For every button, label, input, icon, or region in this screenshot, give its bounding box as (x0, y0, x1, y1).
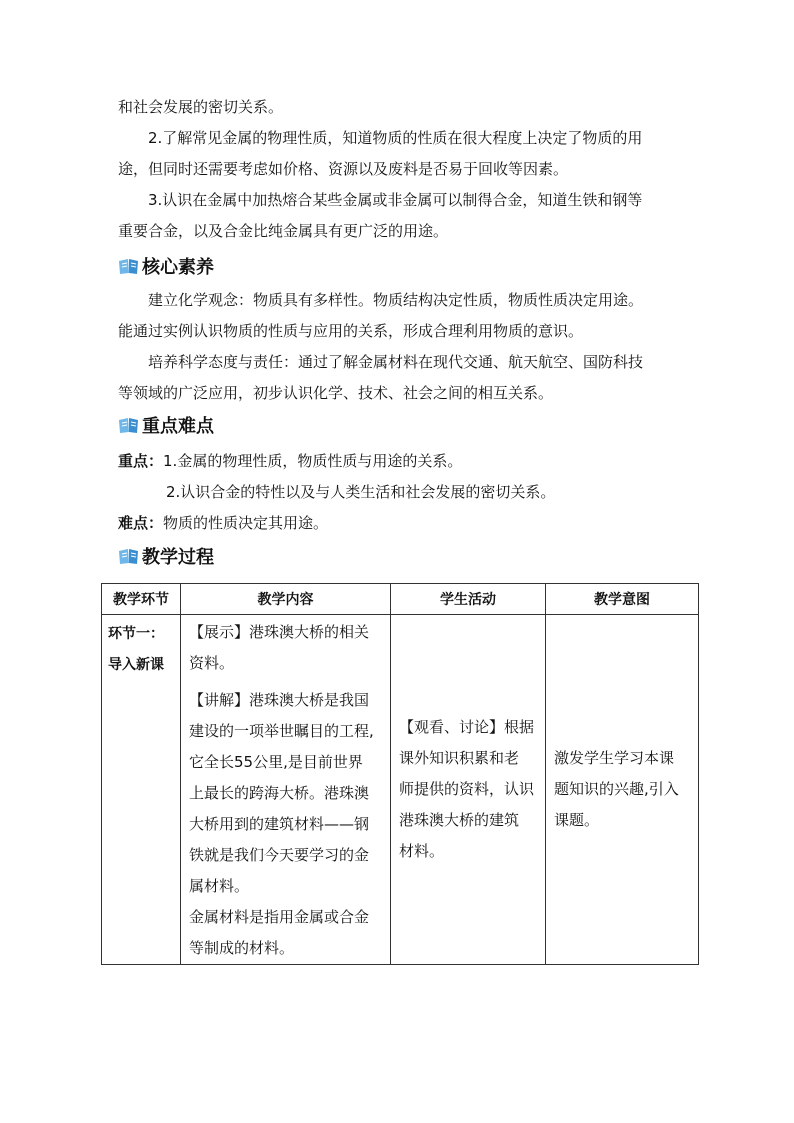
key-point-text: 1.金属的物理性质，物质性质与用途的关系。 (163, 452, 463, 470)
core-line: 建立化学观念：物质具有多样性。物质结构决定性质，物质性质决定用途。 (148, 291, 644, 309)
teaching-process-table (101, 583, 699, 965)
activity-line: 材料。 (399, 842, 445, 860)
content-line: 建设的一项举世瞩目的工程, (189, 722, 374, 740)
core-line: 培养科学态度与责任：通过了解金属材料在现代交通、航天航空、国防科技 (148, 353, 644, 371)
key-point-line (118, 451, 462, 471)
activity-line: 【观看、讨论】根据 (399, 718, 535, 736)
activity-line: 师提供的资料，认识 (399, 780, 535, 798)
objective-line: 重要合金，以及合金比纯金属具有更广泛的用途。 (118, 222, 449, 240)
column-header: 教学环节 (102, 584, 181, 615)
difficult-point-text: 物质的性质决定其用途。 (163, 514, 329, 532)
content-line: 金属材料是指用金属或合金 (189, 908, 370, 926)
stage-cell (102, 615, 181, 965)
intent-line: 激发学生学习本课 (554, 749, 675, 767)
table-header-row (102, 584, 699, 615)
content-line: 属材料。 (189, 877, 250, 895)
content-line: 【讲解】港珠澳大桥是我国 (189, 691, 370, 709)
section-heading-text: 核心素养 (142, 257, 214, 278)
activity-line: 港珠澳大桥的建筑 (399, 811, 520, 829)
section-heading-text: 教学过程 (142, 547, 214, 568)
difficult-point-line (118, 513, 328, 533)
objective-line: 3.认识在金属中加热熔合某些金属或非金属可以制得合金，知道生铁和钢等 (148, 191, 643, 209)
book-icon (118, 416, 140, 434)
content-line: 它全长55公里,是目前世界 (189, 753, 363, 771)
objective-line: 2.了解常见金属的物理性质，知道物质的性质在很大程度上决定了物质的用 (148, 129, 643, 147)
activity-line: 课外知识积累和老 (399, 749, 520, 767)
column-header: 教学内容 (181, 584, 391, 615)
activity-cell (391, 615, 546, 965)
content-line: 上最长的跨海大桥。港珠澳 (189, 784, 370, 802)
content-line: 铁就是我们今天要学习的金 (189, 846, 370, 864)
objective-line: 和社会发展的密切关系。 (118, 98, 284, 116)
intent-line: 题知识的兴趣,引入 (554, 780, 679, 798)
book-icon (118, 547, 140, 565)
core-line: 等领域的广泛应用，初步认识化学、技术、社会之间的相互关系。 (118, 384, 554, 402)
section-heading-text: 重点难点 (142, 416, 214, 437)
difficult-label: 难点： (118, 514, 164, 532)
column-header: 教学意图 (546, 584, 699, 615)
key-point-line: 2.认识合金的特性以及与人类生活和社会发展的密切关系。 (166, 483, 556, 501)
content-cell (181, 615, 391, 965)
key-label: 重点： (118, 452, 164, 470)
section-heading-keypoints (118, 412, 214, 438)
content-line: 等制成的材料。 (189, 939, 295, 957)
table-row (102, 615, 699, 965)
objective-line: 途，但同时还需要考虑如价格、资源以及废料是否易于回收等因素。 (118, 160, 569, 178)
stage-line: 环节一： (108, 626, 164, 642)
intent-line: 课题。 (554, 811, 600, 829)
core-line: 能通过实例认识物质的性质与应用的关系，形成合理利用物质的意识。 (118, 322, 584, 340)
book-icon (118, 257, 140, 275)
column-header: 学生活动 (391, 584, 546, 615)
section-heading-process (118, 543, 214, 569)
section-heading-core (118, 253, 214, 279)
intent-cell (546, 615, 699, 965)
stage-line: 导入新课 (108, 657, 164, 673)
content-line: 大桥用到的建筑材料——钢 (189, 815, 370, 833)
content-line: 资料。 (189, 654, 235, 672)
content-line: 【展示】港珠澳大桥的相关 (189, 623, 370, 641)
